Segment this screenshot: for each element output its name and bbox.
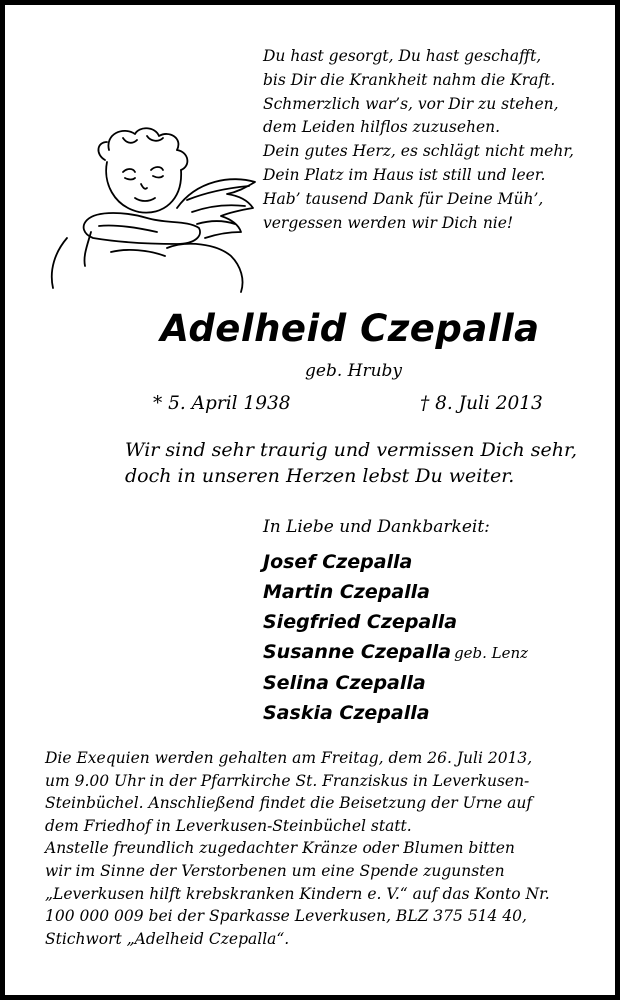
family-member-name: Josef Czepalla	[263, 551, 413, 573]
family-member	[263, 547, 528, 577]
family-member-name: Susanne Czepalla	[263, 641, 452, 663]
family-list	[263, 547, 528, 728]
message-line: Wir sind sehr traurig und vermissen Dich sehr,	[125, 439, 578, 461]
footer-line: um 9.00 Uhr in der Pfarrkirche St. Franziskus in Leverkusen-	[45, 771, 530, 790]
deceased-name: Adelheid Czepalla	[160, 307, 540, 350]
birth-date: * 5. April 1938	[153, 393, 291, 414]
footer-line: Stichwort „Adelheid Czepalla“.	[45, 929, 290, 948]
footer-line: dem Friedhof in Leverkusen-Steinbüchel statt.	[45, 816, 412, 835]
poem-line: Dein gutes Herz, es schlägt nicht mehr,	[263, 142, 574, 161]
family-member-name: Siegfried Czepalla	[263, 611, 458, 633]
poem-line: bis Dir die Krankheit nahm die Kraft.	[263, 70, 556, 89]
footer-line: 100 000 009 bei der Sparkasse Leverkusen, BLZ 375 514 40,	[45, 907, 527, 926]
mourning-message	[125, 437, 577, 489]
poem-line: Du hast gesorgt, Du hast geschafft,	[263, 47, 542, 65]
family-member	[263, 607, 528, 637]
family-member	[263, 577, 528, 607]
family-member	[263, 668, 528, 698]
poem-line: Dein Platz im Haus ist still und leer.	[263, 165, 546, 184]
footer-line: Anstelle freundlich zugedachter Kränze oder Blumen bitten	[45, 839, 515, 858]
funeral-details	[45, 747, 593, 950]
family-member	[263, 637, 528, 668]
poem-line: Hab’ tausend Dank für Deine Müh’,	[263, 189, 544, 208]
footer-line: Steinbüchel. Anschließend findet die Beisetzung der Urne auf	[45, 794, 533, 813]
maiden-name: geb. Hruby	[305, 361, 403, 381]
poem-line: vergessen werden wir Dich nie!	[263, 213, 514, 232]
poem-line: dem Leiden hilflos zuzusehen.	[263, 118, 501, 137]
footer-line: „Leverkusen hilft krebskranken Kindern e. V.“ auf das Konto Nr.	[45, 884, 550, 903]
thanks-line: In Liebe und Dankbarkeit:	[263, 517, 490, 537]
family-member-name: Saskia Czepalla	[263, 702, 430, 724]
cherub-angel-icon	[27, 120, 287, 295]
family-member	[263, 698, 528, 728]
family-member-maiden-name: geb. Lenz	[454, 644, 529, 662]
death-date: † 8. Juli 2013	[420, 393, 543, 414]
poem	[263, 45, 603, 235]
footer-line: Die Exequien werden gehalten am Freitag, dem 26. Juli 2013,	[45, 749, 533, 767]
poem-line: Schmerzlich war’s, vor Dir zu stehen,	[263, 94, 559, 113]
message-line: doch in unseren Herzen lebst Du weiter.	[125, 465, 515, 487]
footer-line: wir im Sinne der Verstorbenen um eine Spende zugunsten	[45, 861, 505, 880]
family-member-name: Selina Czepalla	[263, 672, 426, 694]
family-member-name: Martin Czepalla	[263, 581, 430, 603]
